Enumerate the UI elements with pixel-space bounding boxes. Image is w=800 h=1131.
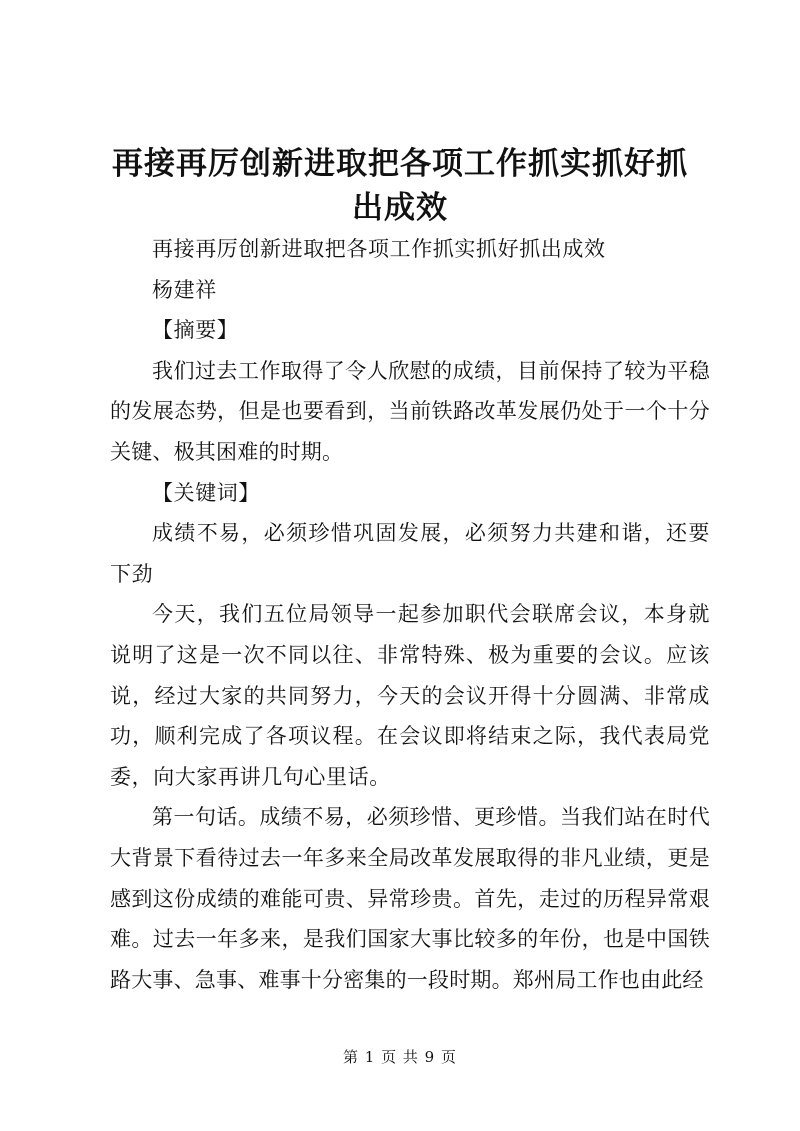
subtitle-paragraph: 再接再厉创新进取把各项工作抓实抓好抓出成效	[152, 237, 606, 261]
body-paragraph: 今天，我们五位局领导一起参加职代会联席会议，本身就说明了这是一次不同以往、非常特殊、极为重要的会议。应该说，经过大家的共同努力，今天的会议开得十分圆满、非常成功，顺利完成了各项议程。在会议即将结束之际，我代表局党委，向大家再讲几句心里话。	[110, 602, 710, 789]
page-number-footer: 第 1 页 共 9 页	[343, 1048, 457, 1066]
document-title: 再接再厉创新进取把各项工作抓实抓好抓出成效	[112, 146, 688, 226]
keywords-paragraph: 成绩不易，必须珍惜巩固发展，必须努力共建和谐，还要下劲	[110, 521, 710, 586]
abstract-heading: 【摘要】	[152, 318, 239, 343]
author-paragraph: 杨建祥	[152, 277, 217, 302]
abstract-paragraph: 我们过去工作取得了令人欣慰的成绩，目前保持了较为平稳的发展态势，但是也要看到，当前铁路改革发展仍处于一个十分关键、极其困难的时期。	[110, 358, 710, 464]
document-body	[110, 229, 710, 1000]
body-paragraph: 第一句话。成绩不易，必须珍惜、更珍惜。当我们站在时代大背景下看待过去一年多来全局改革发展取得的非凡业绩，更是感到这份成绩的难能可贵、异常珍贵。首先，走过的历程异常艰难。过去一年多来，是我们国家大事比较多的年份，也是中国铁路大事、急事、难事十分密集的一段时期。郑州局工作也由此经	[110, 805, 710, 992]
keywords-heading: 【关键词】	[152, 480, 260, 505]
